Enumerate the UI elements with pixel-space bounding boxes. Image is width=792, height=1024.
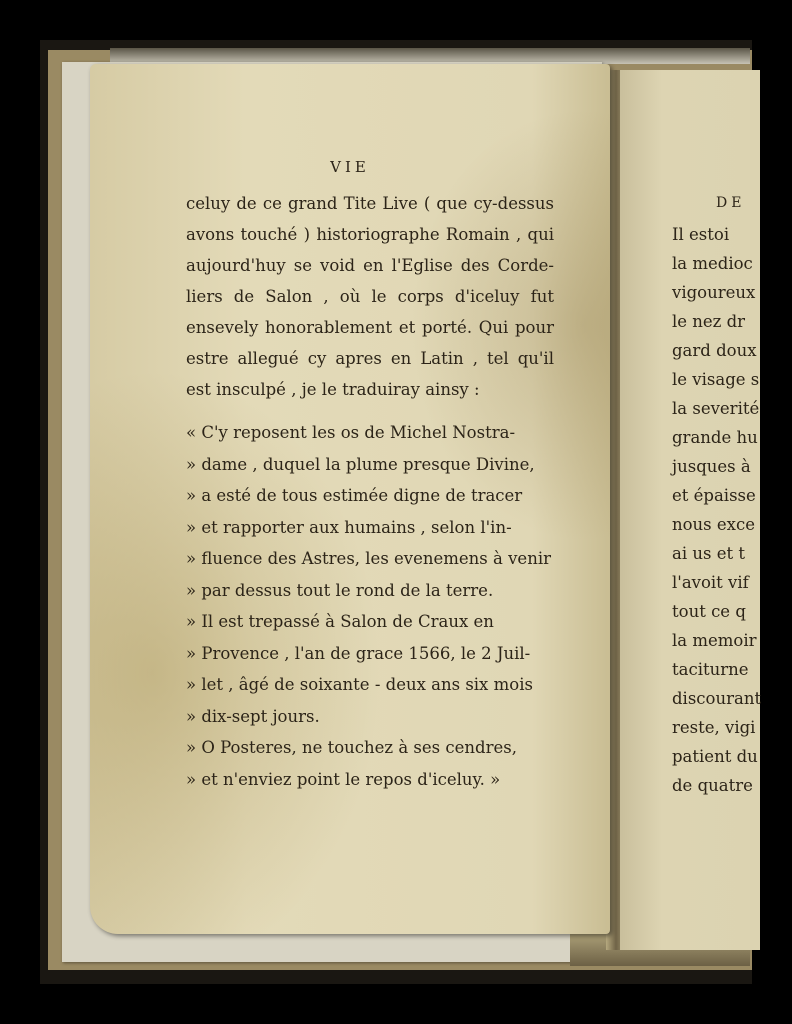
epitaph-line: » dix-sept jours. — [186, 706, 320, 726]
right-page-line: discourant — [672, 689, 762, 708]
right-page-line: Il estoi — [672, 225, 730, 244]
paragraph-line: estre allegué cy apres en Latin , tel qu'il — [186, 349, 554, 368]
right-page-line: la medioc — [672, 254, 753, 273]
right-page-line: tout ce q — [672, 602, 746, 621]
epitaph-line: » par dessus tout le rond de la terre. — [186, 580, 494, 600]
page-header: VIE — [330, 158, 370, 176]
paragraph-line: avons touché ) historiographe Romain , qui — [186, 225, 554, 244]
right-page-line: grande hu — [672, 428, 758, 447]
right-page-line: reste, vigi — [672, 718, 756, 737]
right-page-line: taciturne — [672, 660, 749, 679]
right-page-line: le nez dr — [672, 312, 746, 331]
epitaph-line: » dame , duquel la plume presque Divine, — [186, 454, 535, 474]
right-page — [620, 70, 760, 950]
right-page-line: de quatre — [672, 776, 753, 795]
paragraph-line: liers de Salon , où le corps d'iceluy fut — [186, 287, 554, 306]
paragraph-line: ensevely honorablement et porté. Qui pour — [186, 318, 554, 337]
right-page-line: gard doux — [672, 341, 757, 360]
paragraph-line: celuy de ce grand Tite Live ( que cy-dessus — [186, 194, 554, 213]
scan-frame — [40, 40, 762, 984]
right-page-line: et épaisse — [672, 486, 756, 505]
right-page-line: le visage s — [672, 370, 760, 389]
right-page-line: l'avoit vif — [672, 573, 749, 592]
epitaph-line: « C'y reposent les os de Michel Nostra- — [186, 423, 516, 442]
right-page-line: patient du — [672, 747, 758, 766]
right-page-line: vigoureux — [672, 283, 756, 302]
right-page-line: nous exce — [672, 515, 755, 534]
right-page-line: ai us et t — [672, 544, 745, 563]
right-page-line: la memoir — [672, 631, 757, 650]
right-page-text — [672, 220, 761, 800]
paragraph-line: est insculpé , je le traduiray ainsy : — [186, 380, 480, 399]
epitaph-line: » et rapporter aux humains , selon l'in- — [186, 517, 512, 537]
right-page-header: DE — [716, 195, 746, 211]
left-page — [90, 64, 610, 934]
epitaph-line: » Il est trepassé à Salon de Craux en — [186, 612, 494, 631]
epitaph-line: » et n'enviez point le repos d'iceluy. » — [186, 769, 501, 789]
right-page-line: la severité — [672, 399, 760, 418]
epitaph-quote — [186, 417, 554, 795]
paragraph-line: aujourd'huy se void en l'Eglise des Corde- — [186, 256, 554, 275]
epitaph-line: » let , âgé de soixante - deux ans six mois — [186, 675, 533, 694]
right-page-line: jusques à — [672, 457, 751, 476]
epitaph-line: » a esté de tous estimée digne de tracer — [186, 486, 523, 505]
epitaph-line: » fluence des Astres, les evenemens à venir — [186, 549, 551, 568]
epitaph-line: » O Posteres, ne touchez à ses cendres, — [186, 738, 517, 757]
opening-paragraph — [186, 188, 554, 405]
epitaph-line: » Provence , l'an de grace 1566, le 2 Juil- — [186, 643, 531, 663]
